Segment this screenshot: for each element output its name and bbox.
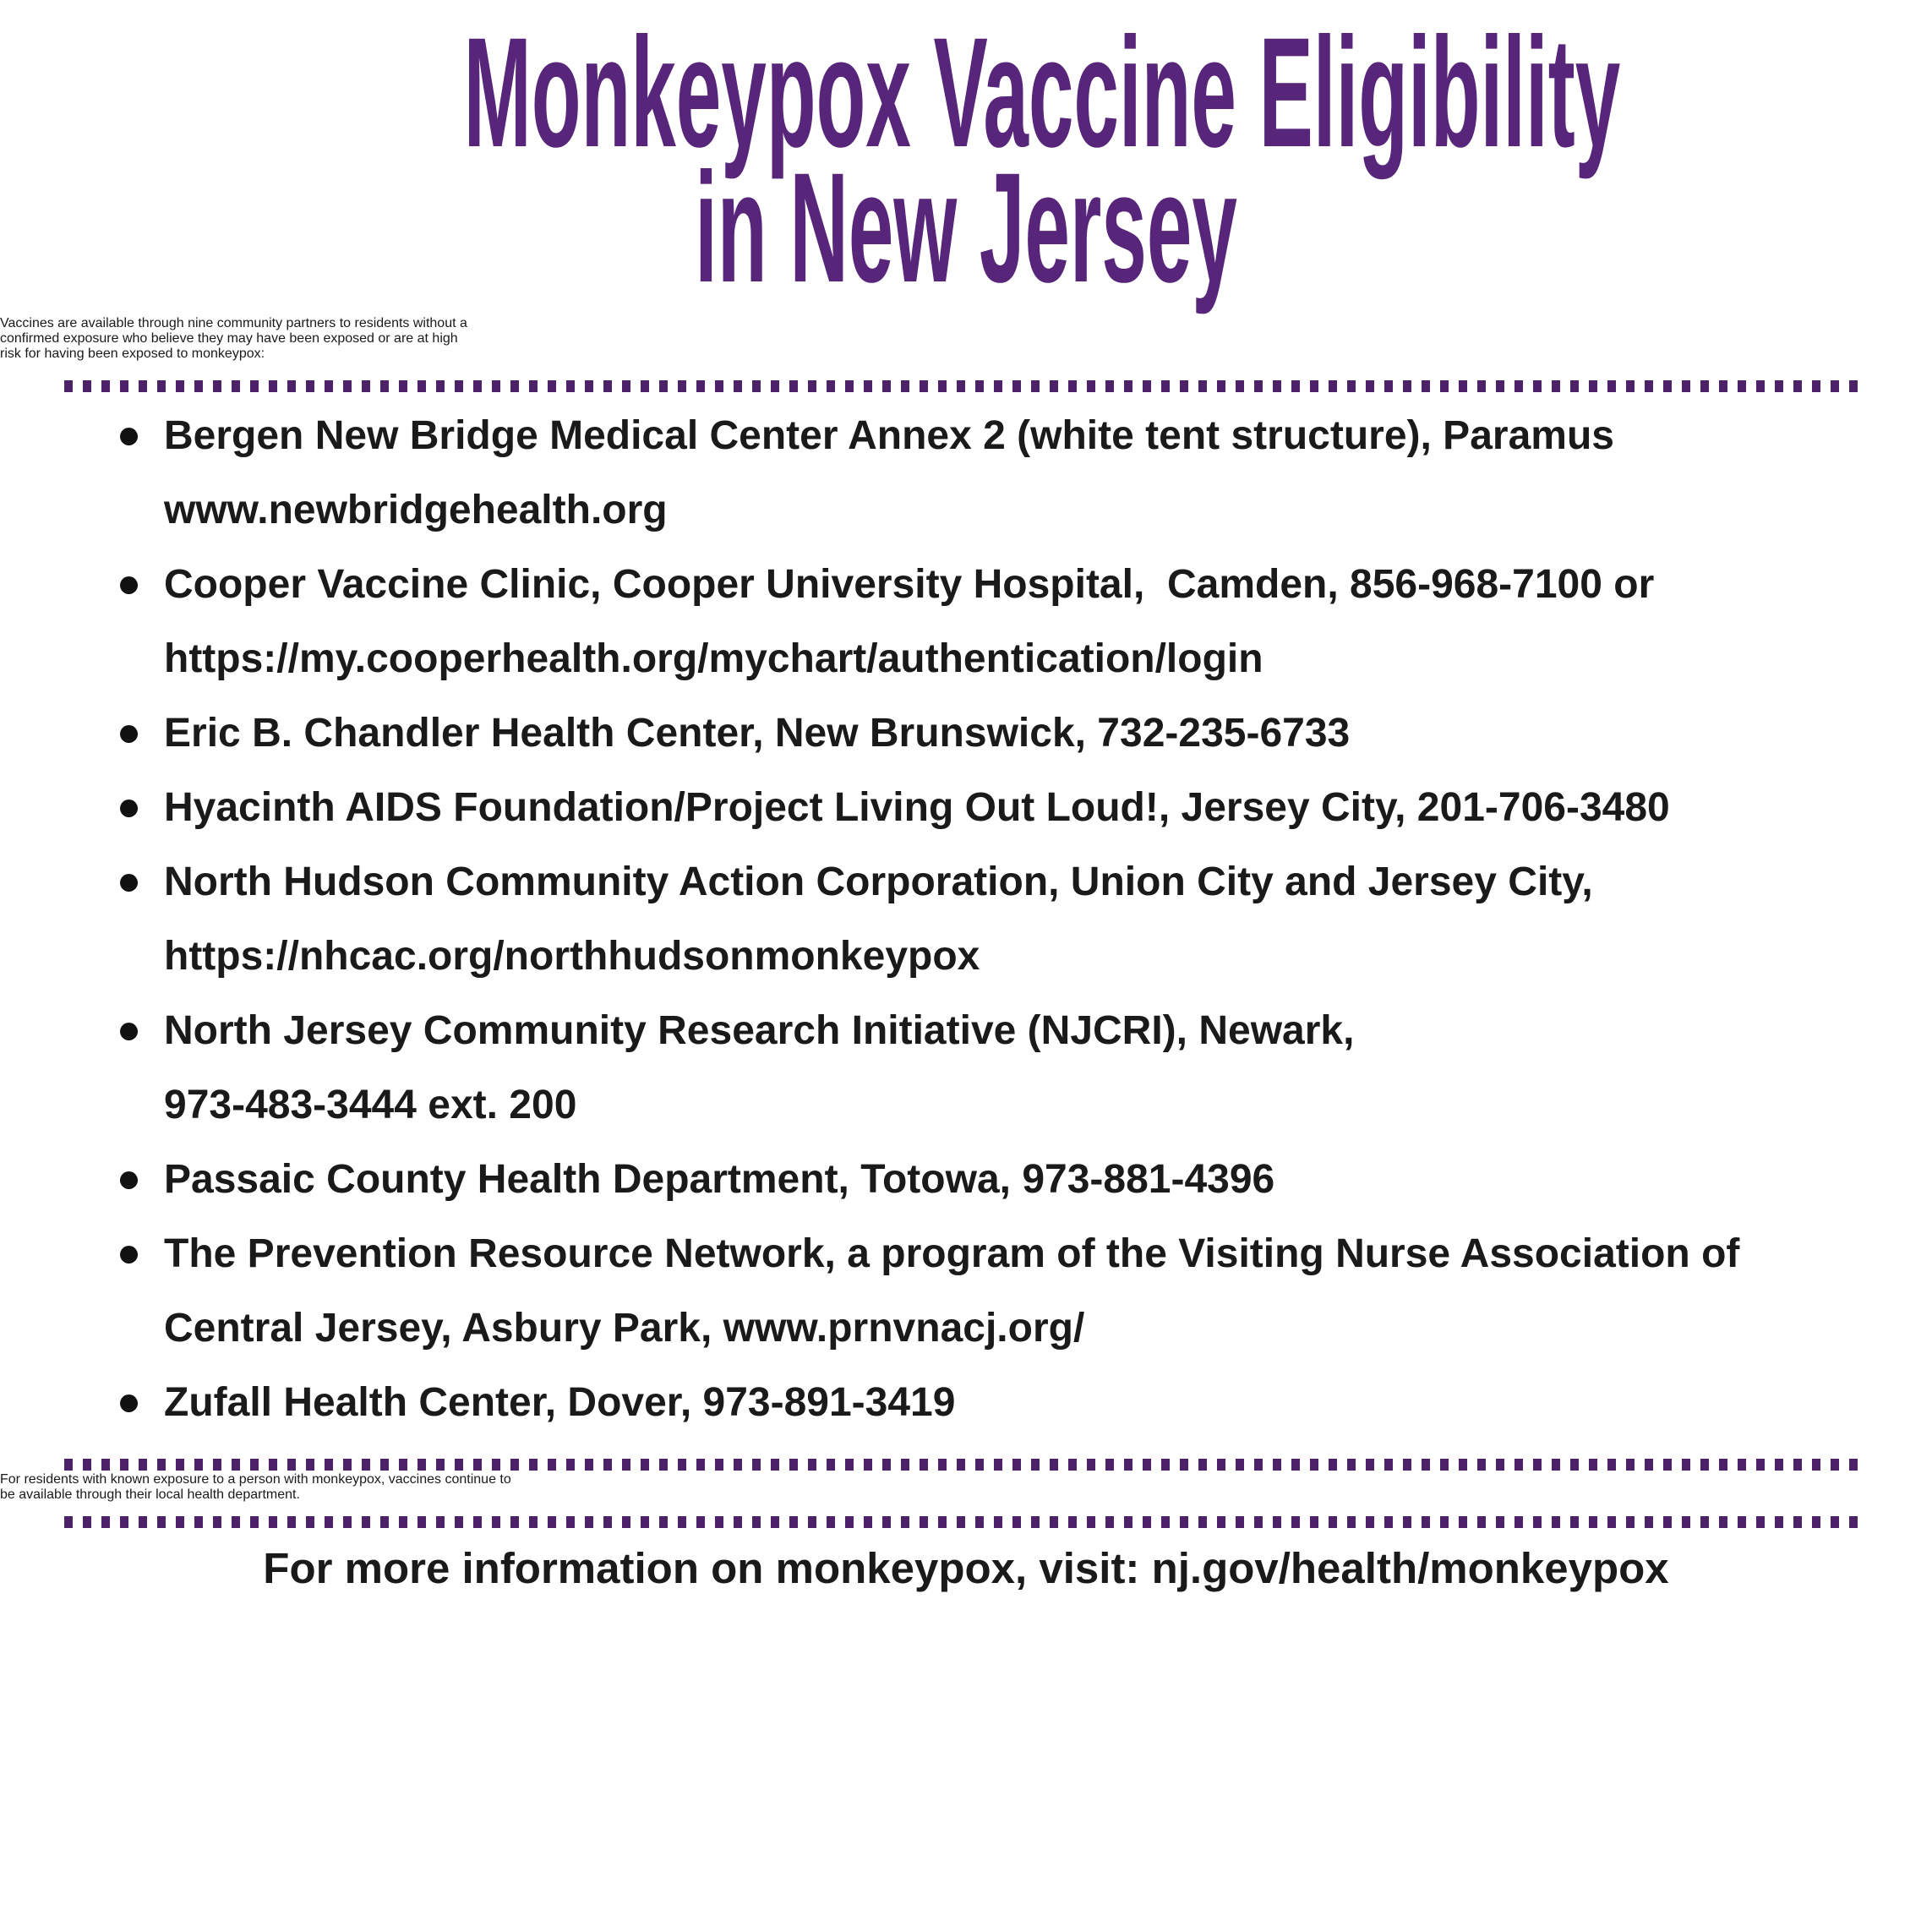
intro-line: confirmed exposure who believe they may have been exposed or are at high — [0, 331, 458, 346]
bullet-dot-icon — [120, 874, 138, 892]
provider-item — [164, 696, 1907, 771]
dotted-divider — [64, 1459, 1868, 1471]
bullet-dot-icon — [120, 800, 138, 817]
provider-item — [164, 399, 1907, 548]
page-title — [0, 0, 1932, 315]
exposure-note-line: be available through their local health department. — [0, 1487, 300, 1502]
intro-line: risk for having been exposed to monkeypox: — [0, 347, 265, 361]
exposure-note-line: For residents with known exposure to a person with monkeypox, vaccines continue to — [0, 1472, 511, 1487]
provider-line: Eric B. Chandler Health Center, New Brunswick, 732-235-6733 — [164, 711, 1351, 756]
bullet-dot-icon — [120, 1171, 138, 1189]
page-title-line-2: in New Jersey — [695, 141, 1237, 315]
intro-line: Vaccines are available through nine community partners to residents without a — [0, 316, 467, 330]
provider-item — [164, 845, 1907, 994]
bullet-dot-icon — [120, 1246, 138, 1263]
page-title-line-1: Monkeypox Vaccine Eligibility — [463, 6, 1621, 180]
provider-line: 973-483-3444 ext. 200 — [164, 1083, 577, 1127]
provider-list — [0, 399, 1932, 1440]
dotted-divider — [64, 380, 1868, 392]
provider-line: Central Jersey, Asbury Park, www.prnvnacj.org/ — [164, 1306, 1085, 1351]
provider-line: Bergen New Bridge Medical Center Annex 2 (white tent structure), Paramus — [164, 413, 1614, 458]
bullet-dot-icon — [120, 1023, 138, 1040]
provider-line: www.newbridgehealth.org — [164, 488, 668, 532]
bullet-dot-icon — [120, 725, 138, 743]
provider-line: Zufall Health Center, Dover, 973-891-3419 — [164, 1380, 956, 1425]
dotted-divider — [64, 1516, 1868, 1528]
provider-line: Cooper Vaccine Clinic, Cooper University Hospital, Camden, 856-968-7100 or — [164, 562, 1655, 607]
provider-line: https://my.cooperhealth.org/mychart/authentication/login — [164, 636, 1263, 681]
bullet-dot-icon — [120, 1394, 138, 1412]
provider-line: The Prevention Resource Network, a program of the Visiting Nurse Association of — [164, 1231, 1740, 1276]
provider-item — [164, 1366, 1907, 1440]
provider-item — [164, 548, 1907, 696]
provider-line: https://nhcac.org/northhudsonmonkeypox — [164, 934, 980, 979]
provider-line: North Jersey Community Research Initiative (NJCRI), Newark, — [164, 1008, 1355, 1053]
provider-item — [164, 771, 1907, 845]
provider-item — [164, 1217, 1907, 1366]
provider-item — [164, 1143, 1907, 1217]
provider-line: Hyacinth AIDS Foundation/Project Living Out Loud!, Jersey City, 201-706-3480 — [164, 785, 1670, 830]
bullet-dot-icon — [120, 428, 138, 445]
provider-line: North Hudson Community Action Corporation, Union City and Jersey City, — [164, 860, 1593, 904]
provider-line: Passaic County Health Department, Totowa, 973-881-4396 — [164, 1157, 1275, 1202]
bullet-dot-icon — [120, 576, 138, 594]
footer-info: For more information on monkeypox, visit: nj.gov/health/monkeypox — [263, 1544, 1669, 1592]
provider-item — [164, 994, 1907, 1143]
